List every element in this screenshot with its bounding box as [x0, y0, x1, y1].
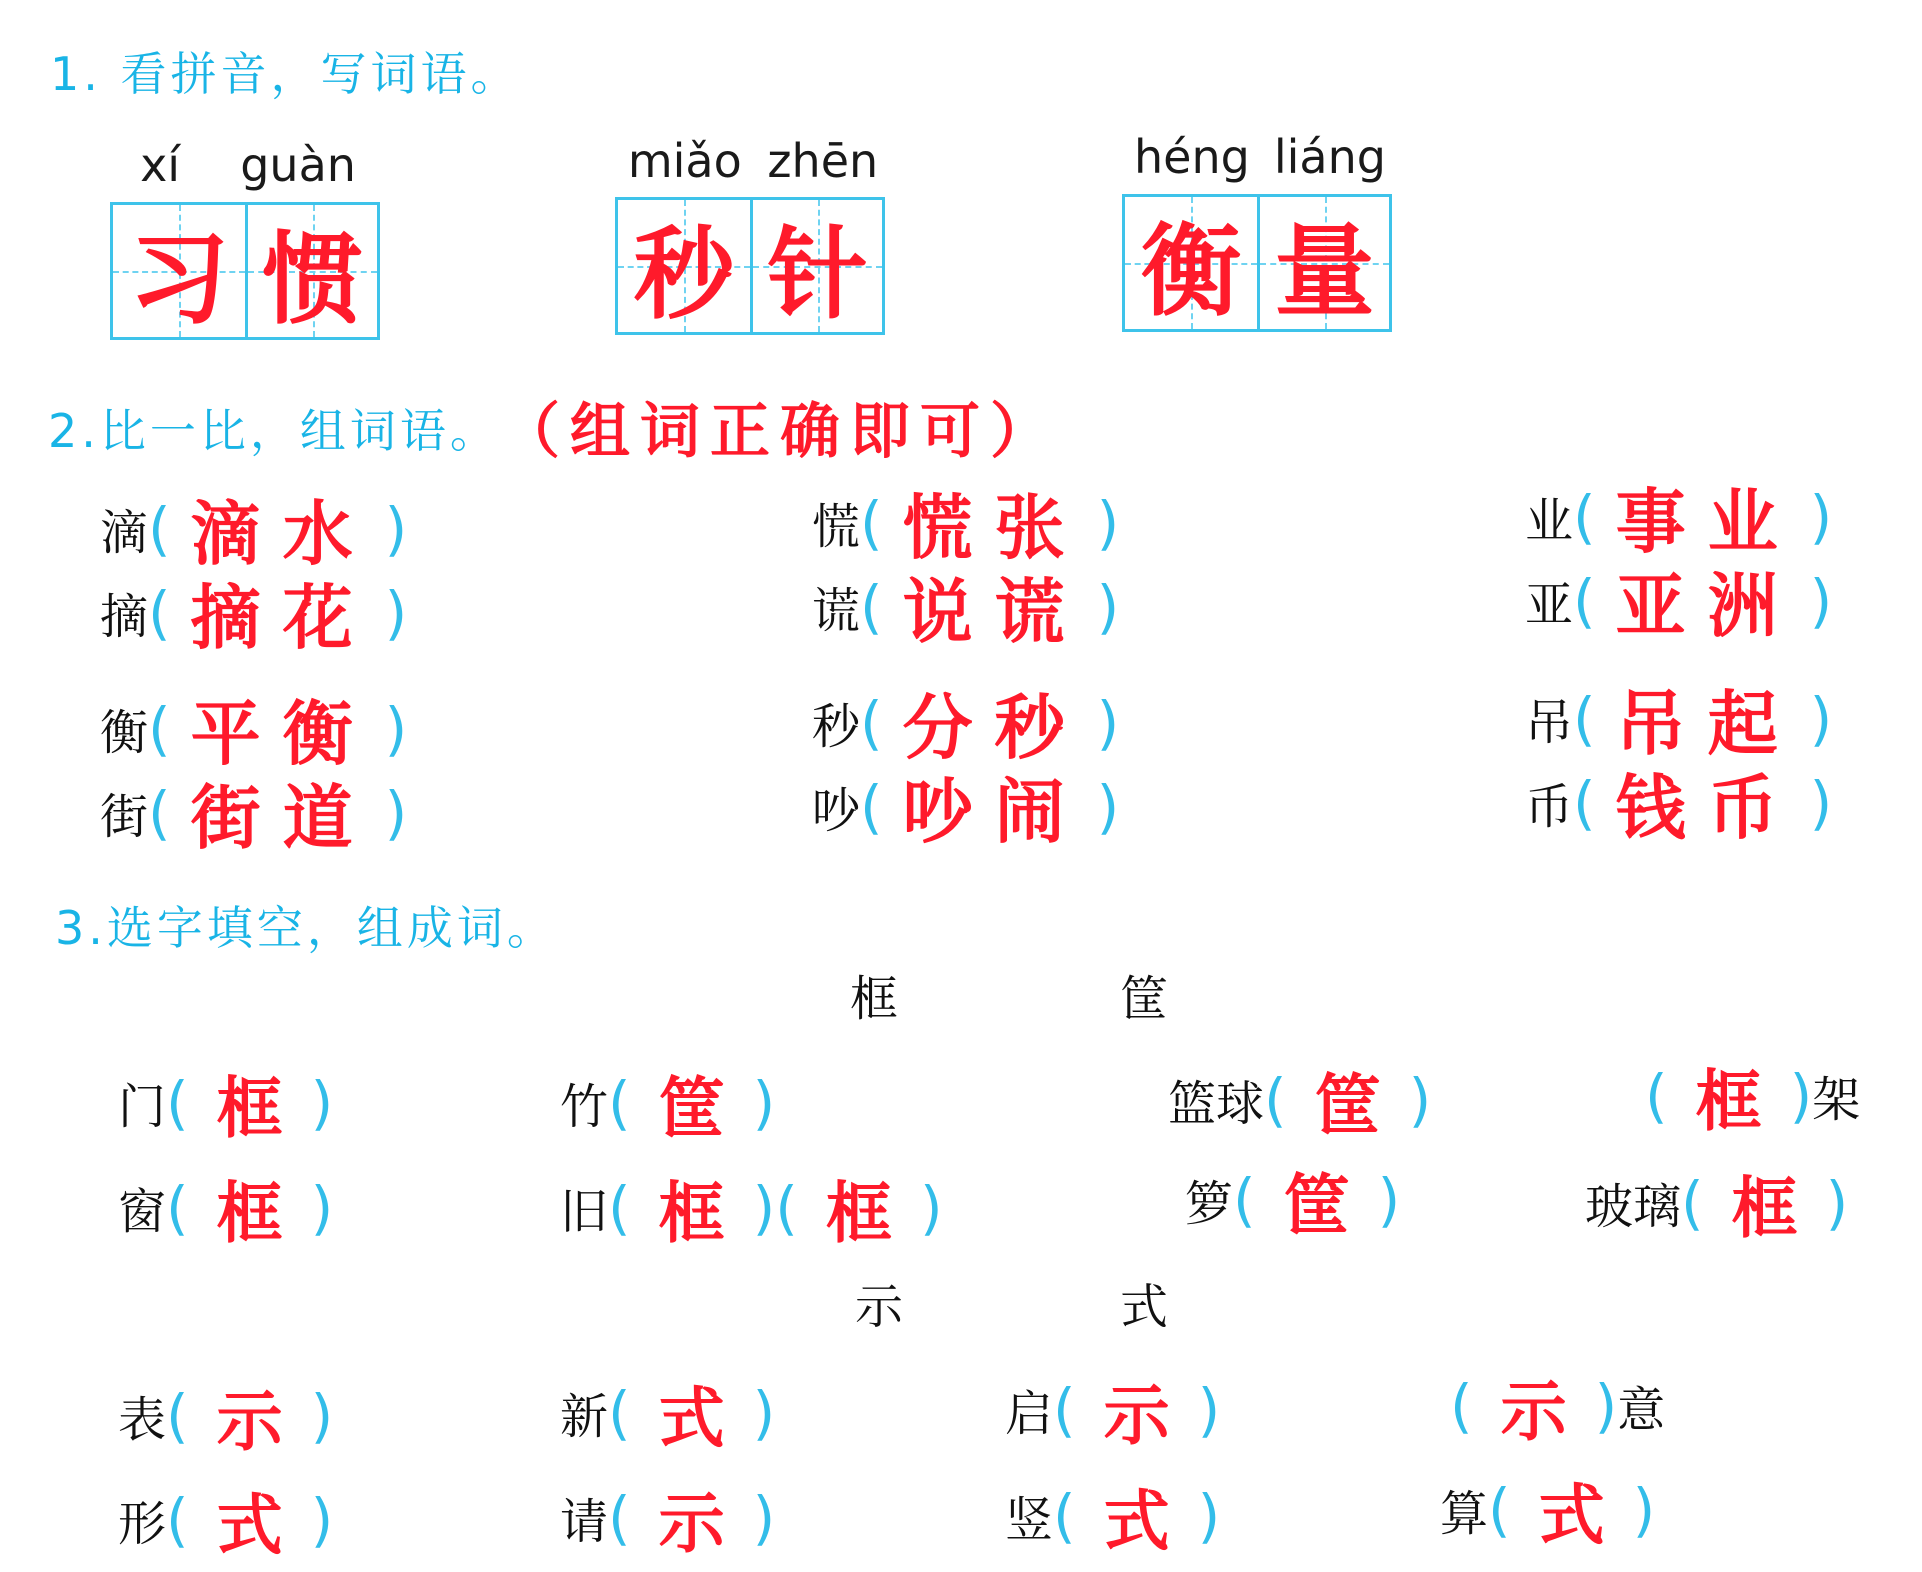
answer-char: 筐	[658, 1069, 725, 1147]
fill-item	[1585, 1155, 1848, 1250]
prefix-text: 旧	[560, 1184, 609, 1240]
tianzige-cell	[1257, 197, 1389, 329]
answer-char: 式	[216, 1486, 283, 1564]
close-paren: )	[310, 1381, 334, 1450]
section2-note: （组词正确即可）	[500, 397, 1060, 467]
prefix-text: 请	[560, 1494, 609, 1550]
close-paren: )	[752, 1378, 776, 1447]
fill-item	[560, 1470, 775, 1565]
pinyin-syllable: guàn	[240, 138, 356, 192]
tianzige-box-3	[1122, 194, 1392, 332]
open-paren: (	[148, 494, 171, 563]
answer-char: 示	[1500, 1372, 1567, 1450]
answer-char: 针	[767, 215, 868, 333]
answer-char: 筐	[1283, 1166, 1350, 1244]
base-char: 街	[100, 789, 149, 845]
option-char: 框	[850, 971, 899, 1027]
close-paren: )	[1809, 684, 1833, 753]
answer-word: 摘花	[190, 576, 375, 659]
prefix-text: 篮球	[1168, 1076, 1265, 1132]
answer-char: 框	[216, 1069, 283, 1147]
prefix-text: 新	[560, 1389, 609, 1445]
open-paren: (	[1053, 1375, 1076, 1444]
option-char: 式	[1120, 1279, 1169, 1335]
close-paren: )	[1825, 1168, 1849, 1237]
answer-word: 平衡	[190, 692, 375, 775]
close-paren: )	[310, 1485, 334, 1554]
open-paren: (	[148, 778, 171, 847]
word-item	[1525, 752, 1832, 853]
close-paren: )	[384, 578, 408, 647]
answer-word: 吵闹	[902, 770, 1087, 853]
base-char: 摘	[100, 589, 149, 645]
section2-heading: 2.比一比，组词语。	[48, 404, 500, 458]
fill-item	[118, 1055, 333, 1150]
prefix-text: 箩	[1185, 1176, 1234, 1232]
tianzige-cell	[750, 200, 882, 332]
open-paren: (	[608, 1483, 631, 1552]
fill-item	[1450, 1358, 1665, 1453]
tianzige-cell	[618, 200, 750, 332]
pinyin-syllable: liáng	[1273, 130, 1386, 184]
answer-word: 事业	[1615, 480, 1800, 563]
close-paren: )	[1809, 482, 1833, 551]
answer-word: 吊起	[1615, 682, 1800, 765]
close-paren: )	[384, 694, 408, 763]
answer-char: 框	[216, 1174, 283, 1252]
fill-item	[118, 1472, 333, 1567]
base-char: 滴	[100, 505, 149, 561]
close-paren: )	[1096, 488, 1120, 557]
fill-item	[1005, 1468, 1220, 1563]
answer-char: 式	[658, 1379, 725, 1457]
prefix-text: 玻璃	[1585, 1179, 1682, 1235]
open-paren: (	[1573, 566, 1596, 635]
open-paren: (	[608, 1068, 631, 1137]
base-char: 秒	[812, 699, 861, 755]
open-paren: (	[775, 1173, 798, 1242]
open-paren: (	[1264, 1065, 1287, 1134]
base-char: 谎	[812, 583, 861, 639]
answer-char: 框	[1731, 1169, 1798, 1247]
close-paren: )	[1809, 768, 1833, 837]
close-paren: )	[1408, 1065, 1432, 1134]
pinyin-group-1	[110, 138, 386, 192]
close-paren: )	[1789, 1061, 1813, 1130]
fill-item	[560, 1055, 775, 1150]
close-paren: )	[1632, 1475, 1656, 1544]
open-paren: (	[1488, 1475, 1511, 1544]
open-paren: (	[1573, 768, 1596, 837]
word-item	[100, 562, 407, 663]
base-char: 币	[1525, 779, 1574, 835]
option-char: 筐	[1120, 971, 1169, 1027]
close-paren: )	[1377, 1165, 1401, 1234]
close-paren: )	[310, 1173, 334, 1242]
answer-char: 惯	[262, 220, 363, 338]
fill-item	[1168, 1052, 1431, 1147]
answer-char: 示	[1103, 1376, 1170, 1454]
prefix-text: 启	[1005, 1386, 1054, 1442]
tianzige-box-2	[615, 197, 885, 335]
open-paren: (	[608, 1173, 631, 1242]
prefix-text: 算	[1440, 1486, 1489, 1542]
answer-char: 习	[129, 220, 229, 338]
open-paren: (	[166, 1173, 189, 1242]
open-paren: (	[1450, 1371, 1473, 1440]
answer-char: 框	[825, 1174, 892, 1252]
close-paren: )	[752, 1483, 776, 1552]
fill-item	[560, 1365, 775, 1460]
word-item	[100, 762, 407, 863]
close-paren: )	[1809, 566, 1833, 635]
pinyin-syllable: miǎo	[627, 134, 742, 188]
close-paren: )	[1096, 688, 1120, 757]
prefix-text: 表	[118, 1392, 167, 1448]
open-paren: (	[1645, 1061, 1668, 1130]
base-char: 慌	[812, 499, 861, 555]
answer-word: 街道	[190, 776, 375, 859]
answer-char: 秒	[634, 215, 734, 333]
prefix-text: 形	[118, 1496, 167, 1552]
open-paren: (	[860, 572, 883, 641]
answer-word: 分秒	[902, 686, 1087, 769]
prefix-text: 门	[118, 1079, 167, 1135]
pinyin-group-2	[615, 134, 891, 188]
close-paren: )	[310, 1068, 334, 1137]
open-paren: (	[148, 694, 171, 763]
prefix-text: 窗	[118, 1184, 167, 1240]
close-paren: )	[1594, 1371, 1618, 1440]
word-item	[812, 556, 1119, 657]
close-paren: )	[752, 1173, 776, 1242]
close-paren: )	[919, 1173, 943, 1242]
open-paren: (	[1053, 1481, 1076, 1550]
word-item	[1525, 550, 1832, 651]
section3-heading: 3.选字填空，组成词。	[55, 901, 557, 955]
base-char: 吊	[1525, 695, 1574, 751]
option-char: 示	[855, 1279, 904, 1335]
open-paren: (	[148, 578, 171, 647]
pinyin-syllable: héng	[1134, 130, 1250, 184]
tianzige-box-1	[110, 202, 380, 340]
fill-item	[1185, 1152, 1400, 1247]
open-paren: (	[166, 1381, 189, 1450]
prefix-text: 竖	[1005, 1492, 1054, 1548]
answer-char: 示	[658, 1484, 725, 1562]
answer-char: 式	[1103, 1482, 1170, 1560]
pinyin-group-3	[1122, 130, 1398, 184]
pinyin-syllable: xí	[140, 138, 181, 192]
answer-word: 说谎	[902, 570, 1087, 653]
fill-item	[1645, 1048, 1860, 1143]
base-char: 吵	[812, 783, 861, 839]
open-paren: (	[860, 772, 883, 841]
tianzige-cell	[1125, 197, 1257, 329]
answer-char: 式	[1538, 1476, 1605, 1554]
answer-char: 量	[1274, 212, 1375, 330]
close-paren: )	[384, 778, 408, 847]
fill-item	[118, 1160, 333, 1255]
open-paren: (	[860, 488, 883, 557]
open-paren: (	[1233, 1165, 1256, 1234]
fill-item	[1440, 1462, 1655, 1557]
open-paren: (	[1573, 482, 1596, 551]
base-char: 业	[1525, 493, 1574, 549]
suffix-text: 意	[1617, 1382, 1666, 1438]
prefix-text: 竹	[560, 1079, 609, 1135]
word-item	[812, 756, 1119, 857]
open-paren: (	[1681, 1168, 1704, 1237]
close-paren: )	[1096, 572, 1120, 641]
close-paren: )	[752, 1068, 776, 1137]
close-paren: )	[1096, 772, 1120, 841]
section1-heading: 1. 看拼音，写词语。	[50, 47, 521, 101]
answer-word: 滴水	[190, 492, 375, 575]
base-char: 衡	[100, 705, 149, 761]
close-paren: )	[384, 494, 408, 563]
answer-char: 衡	[1141, 212, 1241, 330]
fill-item	[1005, 1362, 1220, 1457]
tianzige-cell	[113, 205, 245, 337]
suffix-text: 架	[1812, 1072, 1861, 1128]
answer-word: 亚洲	[1615, 564, 1800, 647]
open-paren: (	[166, 1485, 189, 1554]
answer-char: 示	[216, 1382, 283, 1460]
base-char: 亚	[1525, 577, 1574, 633]
open-paren: (	[1573, 684, 1596, 753]
answer-char: 框	[1695, 1062, 1762, 1140]
open-paren: (	[608, 1378, 631, 1447]
open-paren: (	[860, 688, 883, 757]
answer-char: 筐	[1314, 1066, 1381, 1144]
fill-item	[118, 1368, 333, 1463]
close-paren: )	[1197, 1375, 1221, 1444]
fill-item	[560, 1160, 943, 1255]
answer-char: 框	[658, 1174, 725, 1252]
tianzige-cell	[245, 205, 377, 337]
answer-word: 慌张	[902, 486, 1087, 569]
answer-word: 钱币	[1615, 766, 1800, 849]
close-paren: )	[1197, 1481, 1221, 1550]
open-paren: (	[166, 1068, 189, 1137]
pinyin-syllable: zhēn	[767, 134, 879, 188]
